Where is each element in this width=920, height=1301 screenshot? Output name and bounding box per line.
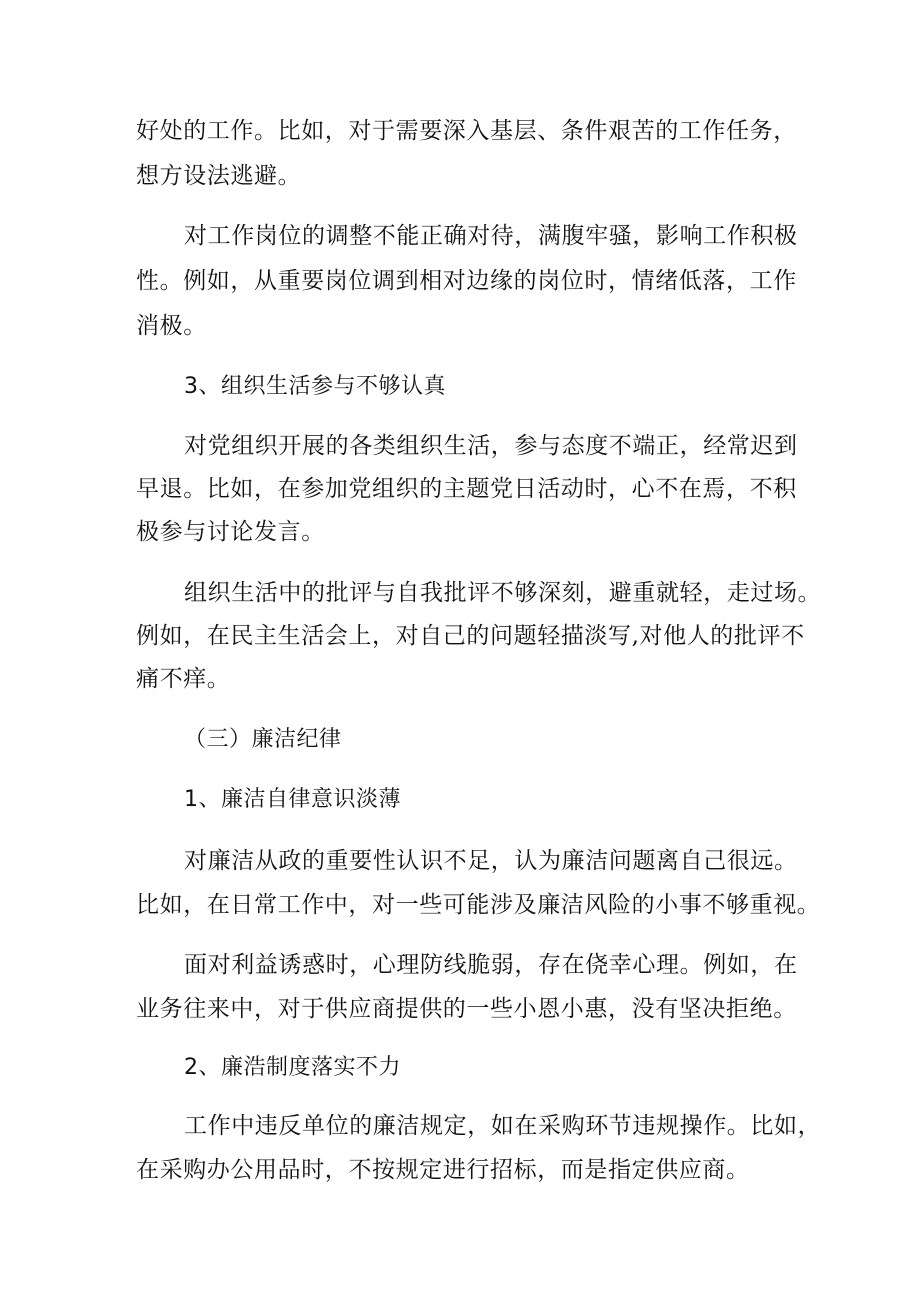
paragraph-4-line-1: 组织生活中的批评与自我批评不够深刻，避重就轻，走过场。	[184, 580, 822, 606]
paragraph-2-line-2: 性。例如，从重要岗位调到相对边缘的岗位时，情绪低落，工作	[136, 268, 797, 294]
section-heading-3: 3、组织生活参与不够认真	[184, 374, 446, 399]
paragraph-1-line-2: 想方设法逃避。	[136, 163, 302, 189]
section-heading-1: 1、廉洁自律意识淡薄	[184, 787, 401, 812]
section-heading-discipline: （三）廉洁纪律	[184, 727, 342, 752]
paragraph-2-line-3: 消极。	[136, 313, 207, 339]
paragraph-6-line-1: 面对利益诱惑时，心理防线脆弱，存在侥幸心理。例如，在	[184, 952, 798, 978]
paragraph-3-line-1: 对党组织开展的各类组织生活，参与态度不端正，经常迟到	[184, 433, 798, 459]
paragraph-6-line-2: 业务往来中，对于供应商提供的一些小恩小惠，没有坚决拒绝。	[136, 996, 797, 1022]
paragraph-4-line-2: 例如，在民主生活会上，对自己的问题轻描淡写,对他人的批评不	[136, 623, 805, 649]
paragraph-1-line-1: 好处的工作。比如，对于需要深入基层、条件艰苦的工作任务，	[136, 118, 797, 144]
paragraph-5-line-2: 比如，在日常工作中，对一些可能涉及廉洁风险的小事不够重视。	[136, 892, 821, 918]
paragraph-3-line-2: 早退。比如，在参加党组织的主题党日活动时，心不在焉，不积	[136, 476, 797, 502]
paragraph-7-line-2: 在采购办公用品时，不按规定进行招标，而是指定供应商。	[136, 1157, 750, 1183]
paragraph-7-line-1: 工作中违反单位的廉洁规定，如在采购环节违规操作。比如，	[184, 1113, 822, 1139]
paragraph-2-line-1: 对工作岗位的调整不能正确对待，满腹牢骚，影响工作积极	[184, 223, 798, 249]
paragraph-5-line-1: 对廉洁从政的重要性认识不足，认为廉洁问题离自己很远。	[184, 848, 798, 874]
paragraph-3-line-3: 极参与讨论发言。	[136, 519, 325, 545]
paragraph-4-line-3: 痛不痒。	[136, 666, 231, 692]
section-heading-2: 2、廉浩制度落实不力	[184, 1055, 401, 1080]
